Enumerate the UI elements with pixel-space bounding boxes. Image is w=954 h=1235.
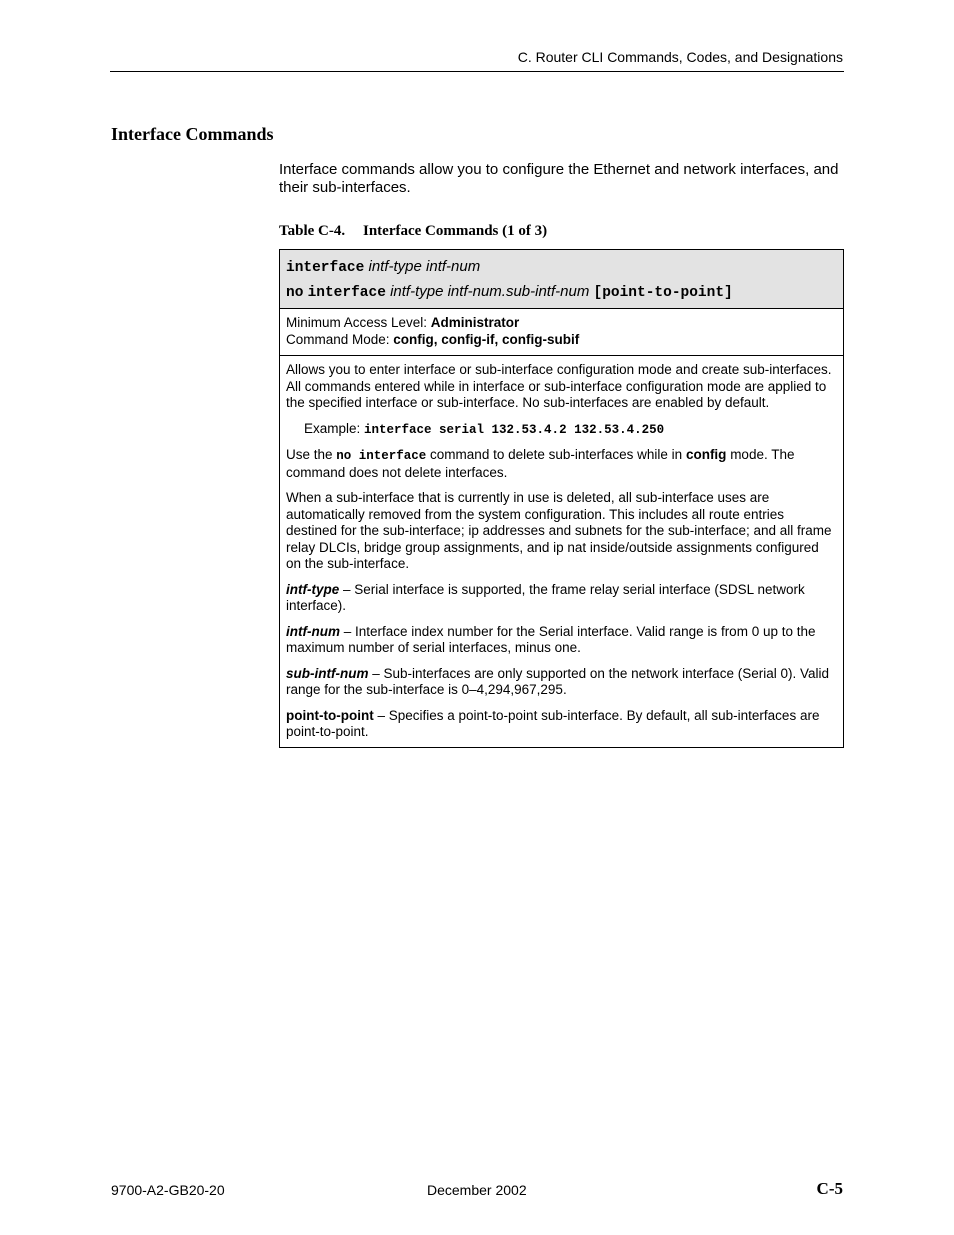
footer-date: December 2002: [427, 1182, 527, 1198]
syntax-args: intf-type intf-num.sub-intf-num: [390, 283, 590, 300]
command-syntax: [280, 250, 843, 309]
page-number: C-5: [816, 1179, 843, 1198]
footer-doc-number: 9700-A2-GB20-20: [111, 1182, 225, 1198]
intro-paragraph: Interface commands allow you to configure the Ethernet and network interfaces, and their sub-interfaces.: [279, 161, 839, 196]
access-info: [280, 309, 843, 356]
example-line: Example: interface serial 132.53.4.2 132.53.4.250: [304, 420, 665, 437]
example-command: interface serial 132.53.4.2 132.53.4.250: [364, 422, 665, 437]
param-intf-type: intf-type – Serial interface is supported, the frame relay serial interface (SDSL network interface).: [286, 581, 805, 613]
table-caption-number: Table C-4.: [279, 223, 346, 239]
table-caption: [279, 223, 547, 240]
access-level: Minimum Access Level: Administrator: [286, 315, 520, 330]
command-mode: Command Mode: config, config-if, config-subif: [286, 331, 580, 347]
description-paragraph: Allows you to enter interface or sub-interface configuration mode and create sub-interfaces. All commands entered while in interface or sub-interface configuration mode are applied to the specified interface or sub-interface. No sub-interfaces are enabled by default.: [286, 362, 832, 410]
syntax-args: intf-type intf-num: [368, 258, 481, 275]
syntax-no: no: [286, 285, 304, 301]
param-intf-num: intf-num – Interface index number for the Serial interface. Valid range is from 0 up to the maximum number of serial interfaces, minus one.: [286, 623, 816, 655]
header-rule: [110, 71, 844, 72]
syntax-line-2: [286, 279, 837, 304]
interface-commands-table: [279, 249, 844, 748]
table-caption-title: Interface Commands (1 of 3): [363, 223, 548, 239]
no-interface-paragraph: Use the no interface command to delete sub-interfaces while in config mode. The command does not delete interfaces.: [286, 447, 795, 480]
syntax-command: interface: [286, 260, 365, 276]
command-description: [280, 356, 843, 747]
param-point-to-point: point-to-point – Specifies a point-to-point sub-interface. By default, all sub-interfaces are point-to-point.: [286, 707, 820, 739]
deletion-paragraph: When a sub-interface that is currently in use is deleted, all sub-interface uses are automatically removed from the system configuration. This includes all route entries destined for the sub-interface; ip addresses and subnets for the sub-interface; and all frame relay DLCIs, bridge group assignments, and ip nat inside/outside assignments configured on the sub-interface.: [286, 490, 832, 571]
syntax-option: [point-to-point]: [593, 285, 733, 301]
param-sub-intf-num: sub-intf-num – Sub-interfaces are only supported on the network interface (Serial 0). Valid range for the sub-interface is 0–4,294,967,295.: [286, 665, 829, 697]
syntax-command: interface: [307, 285, 386, 301]
syntax-line-1: [286, 254, 837, 279]
section-title: Interface Commands: [111, 124, 274, 144]
running-header: C. Router CLI Commands, Codes, and Designations: [517, 49, 843, 65]
